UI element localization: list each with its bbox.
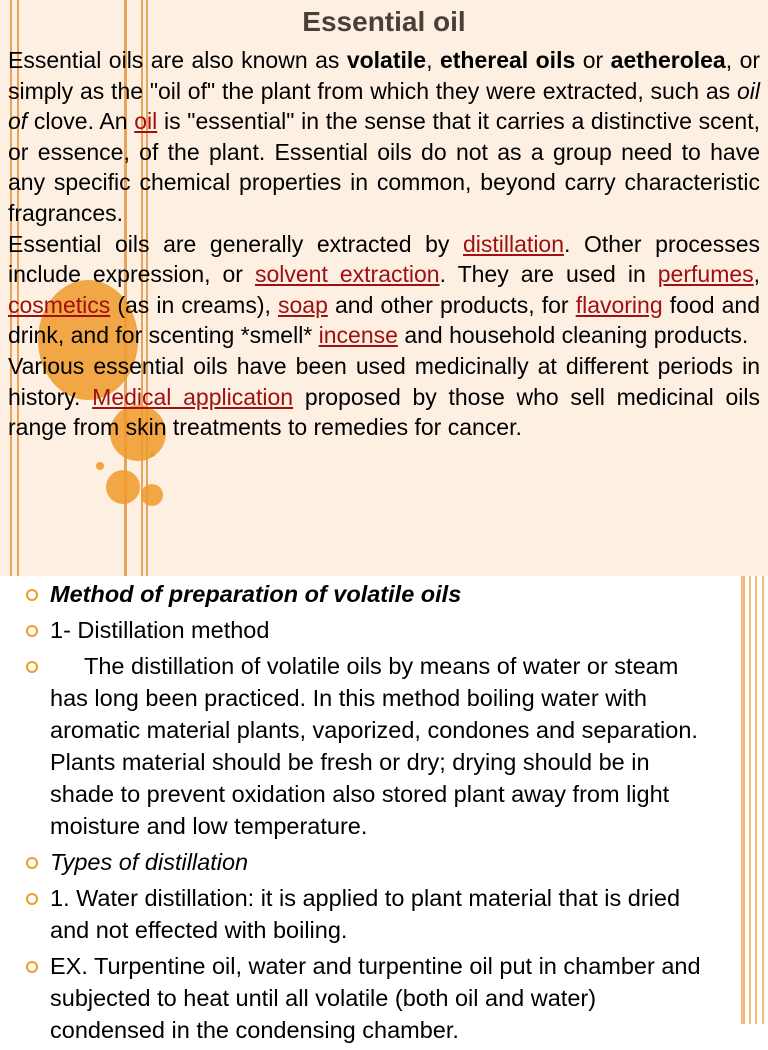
- link-flavoring[interactable]: flavoring: [575, 291, 663, 318]
- bullet-circle-icon: [26, 589, 38, 601]
- bullet-list: [26, 578, 716, 1050]
- bullet-circle-icon: [26, 961, 38, 973]
- paragraph-intro: Essential oils are also known as volatile, ethereal oils or aetherolea, or simply as the "oil of" the plant from which they were extracted, such as oil of clove. An oil is "essential" in the sense that it carries a distinctive scent, or essence, of the plant. Essential oils do not as a group need to have any specific chemical properties in common, beyond carry characteristic fragrances.: [8, 47, 761, 226]
- link-solvent-extraction[interactable]: solvent extraction: [254, 261, 440, 288]
- link-soap[interactable]: soap: [278, 291, 328, 318]
- link-medical-application[interactable]: Medical application: [92, 383, 294, 410]
- list-item: [26, 578, 716, 610]
- decor-rail: [741, 576, 745, 1024]
- list-item: [26, 846, 716, 878]
- list-item: The distillation of volatile oils by means of water or steam has long been practiced. In this method boiling water with aromatic material plants, vaporized, condones and separation. Plants material should be fresh or dry; drying should be in shade to prevent oxidation also stored plant away from light moisture and low temperature.: [26, 650, 716, 842]
- bullet-circle-icon: [26, 857, 38, 869]
- paragraph-extraction: Essential oils are generally extracted by distillation. Other processes include expression, or solvent extraction. They are used in perfumes, cosmetics (as in creams), soap and other products, for flavoring food and drink, and for scenting *smell* incense and household cleaning products.: [8, 230, 761, 349]
- decor-circle: [150, 452, 155, 457]
- slide-preparation-methods: [0, 576, 768, 1043]
- bullet-circle-icon: [26, 625, 38, 637]
- decor-circle: [96, 462, 104, 470]
- decor-rail: [762, 576, 764, 1024]
- decor-circle: [141, 484, 163, 506]
- slide-body: [8, 45, 760, 443]
- list-item: EX. Turpentine oil, water and turpentine oil put in chamber and subjected to heat until all volatile (both oil and water) condensed in the condensing chamber.: [26, 950, 716, 1046]
- link-distillation[interactable]: distillation: [463, 230, 565, 257]
- bullet-circle-icon: [26, 661, 38, 673]
- paragraph-medicinal: Various essential oils have been used medicinally at different periods in history. Medical application proposed by those who sell medicinal oils range from skin treatments to remedies for cancer.: [8, 352, 760, 441]
- decor-rail: [749, 576, 751, 1024]
- slide-title: Essential oil: [302, 6, 466, 37]
- list-item: 1- Distillation method: [26, 614, 716, 646]
- decor-circle: [106, 470, 140, 504]
- decor-rail: [755, 576, 757, 1024]
- link-incense[interactable]: incense: [318, 322, 398, 349]
- link-cosmetics[interactable]: cosmetics: [8, 291, 111, 318]
- section-heading: Method of preparation of volatile oils: [50, 581, 462, 607]
- link-oil[interactable]: oil: [134, 108, 158, 135]
- link-perfumes[interactable]: perfumes: [657, 261, 754, 288]
- subsection-heading: Types of distillation: [50, 849, 249, 875]
- list-item: 1. Water distillation: it is applied to plant material that is dried and not effected with boiling.: [26, 882, 716, 946]
- bullet-circle-icon: [26, 893, 38, 905]
